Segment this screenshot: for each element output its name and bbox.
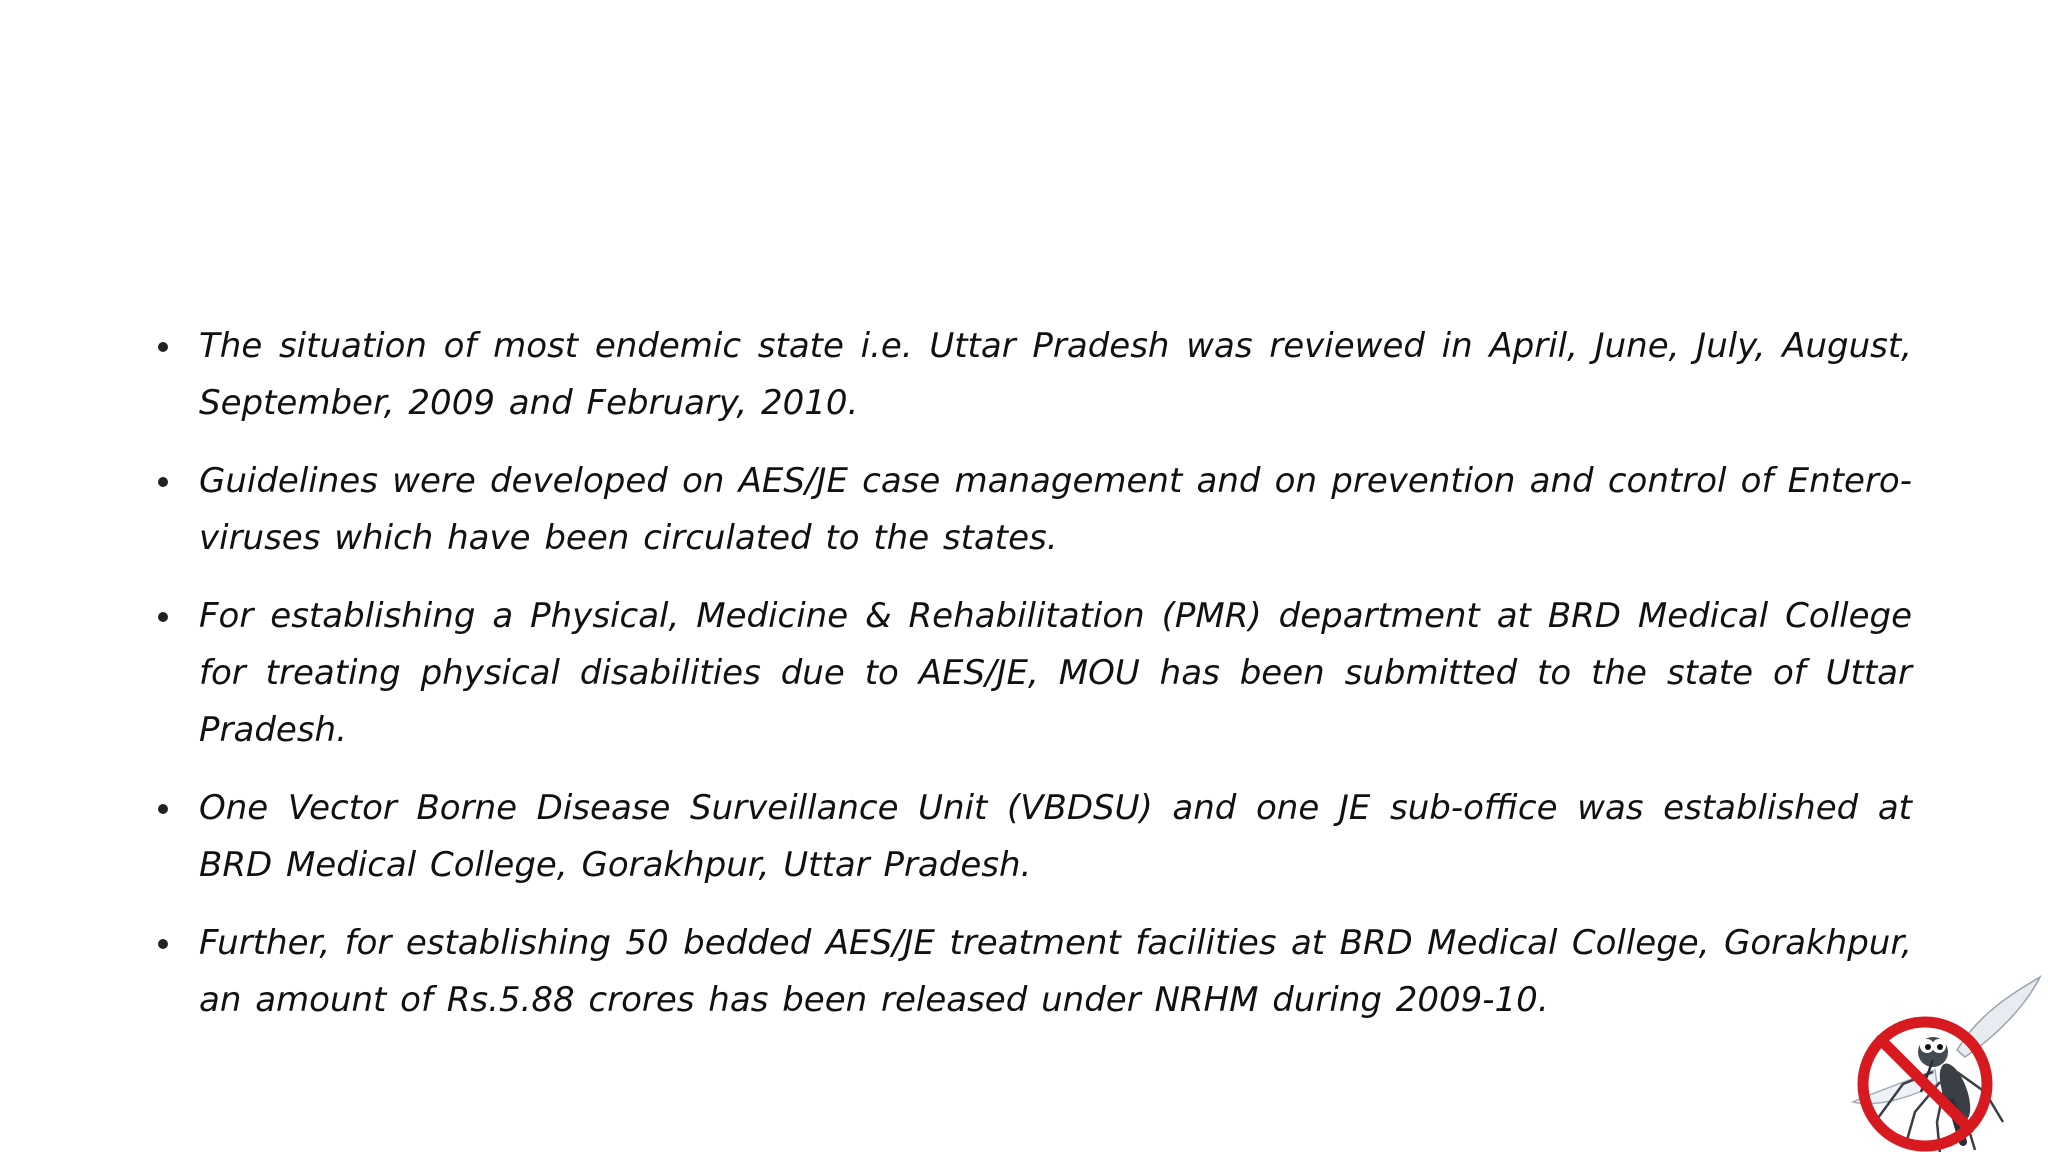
bullet-dot-icon bbox=[158, 804, 168, 814]
bullet-item bbox=[152, 780, 1912, 894]
bullet-text: Guidelines were developed on AES/JE case management and on prevention and control of Entero-viruses which have been circulated to the states. bbox=[199, 461, 1912, 558]
bullet-text: One Vector Borne Disease Surveillance Unit (VBDSU) and one JE sub-office was established at BRD Medical College, Gorakhpur, Uttar Pradesh. bbox=[199, 788, 1912, 885]
bullet-item bbox=[152, 915, 1912, 1029]
mosquito-pupil bbox=[1937, 1044, 1943, 1050]
bullet-dot-icon bbox=[158, 939, 168, 949]
bullet-dot-icon bbox=[158, 342, 168, 352]
mosquito-pupil bbox=[1925, 1044, 1931, 1050]
bullet-list bbox=[152, 318, 1912, 1050]
bullet-text: The situation of most endemic state i.e. Uttar Pradesh was reviewed in April, June, July, August, September, 2009 and February, 2010. bbox=[199, 326, 1912, 423]
no-mosquito-icon bbox=[1845, 972, 2045, 1152]
bullet-item bbox=[152, 453, 1912, 567]
bullet-dot-icon bbox=[158, 612, 168, 622]
bullet-text: For establishing a Physical, Medicine & Rehabilitation (PMR) department at BRD Medical College for treating physical disabilities due to AES/JE, MOU has been submitted to the state of Uttar Pradesh. bbox=[199, 596, 1912, 750]
bullet-dot-icon bbox=[158, 477, 168, 487]
bullet-text: Further, for establishing 50 bedded AES/JE treatment facilities at BRD Medical College, Gorakhpur, an amount of Rs.5.88 crores has been released under NRHM during 2009-10. bbox=[199, 923, 1912, 1020]
bullet-item bbox=[152, 318, 1912, 432]
bullet-item bbox=[152, 588, 1912, 759]
